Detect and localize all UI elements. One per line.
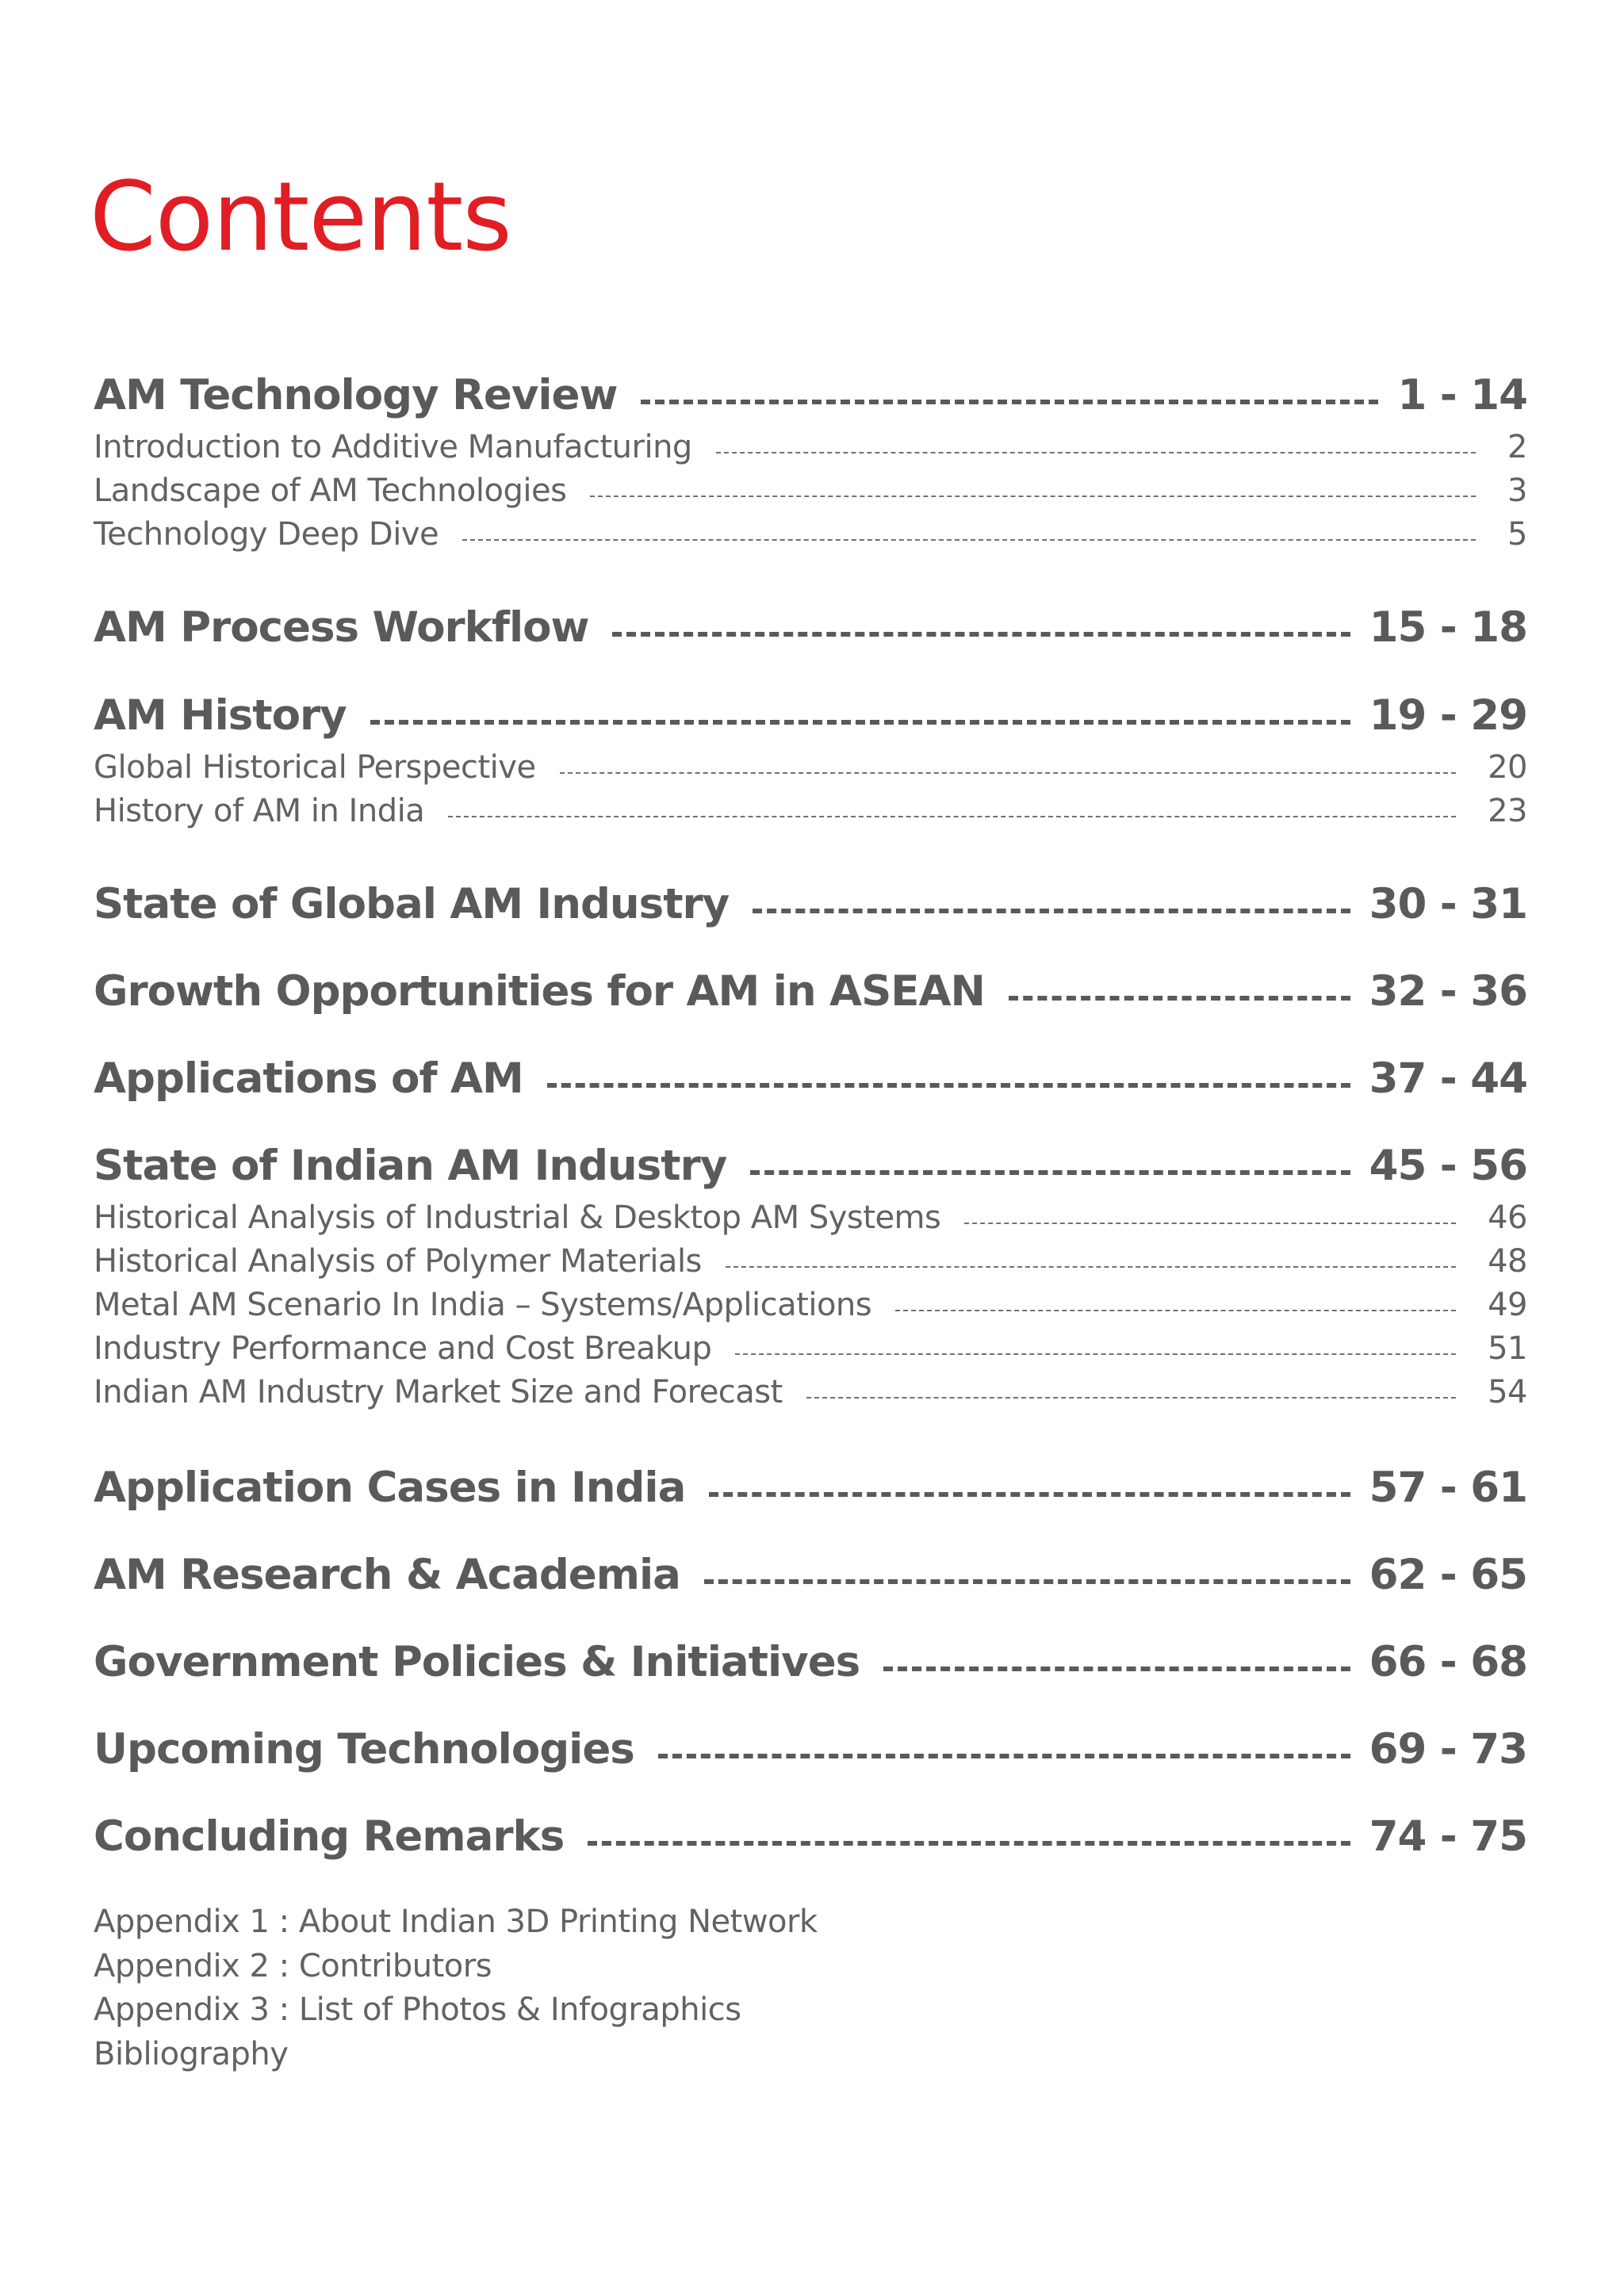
toc-subsection[interactable] — [94, 1371, 1527, 1414]
toc-section[interactable] — [94, 959, 1527, 1023]
toc-section-title: AM Process Workflow — [94, 603, 589, 652]
dashed-leader — [716, 452, 1476, 453]
appendix-item[interactable]: Bibliography — [94, 2035, 289, 2072]
toc-subsection[interactable] — [94, 426, 1527, 469]
toc-section-pages: 57 - 61 — [1369, 1463, 1527, 1512]
toc-subsection[interactable] — [94, 513, 1527, 556]
toc-subsection-title: Landscape of AM Technologies — [94, 473, 567, 509]
toc-subsection-page: 46 — [1488, 1200, 1527, 1236]
toc-section[interactable] — [94, 363, 1527, 427]
toc-section-title: Growth Opportunities for AM in ASEAN — [94, 966, 985, 1016]
toc-section[interactable] — [94, 1630, 1527, 1693]
dotted-leader — [612, 632, 1350, 637]
toc-subsection[interactable] — [94, 746, 1527, 789]
toc-subsection-title: Metal AM Scenario In India – Systems/Applications — [94, 1287, 872, 1323]
dotted-leader — [547, 1083, 1350, 1088]
dashed-leader — [448, 816, 1456, 817]
toc-section-title: Upcoming Technologies — [94, 1724, 634, 1774]
toc-section-title: Government Policies & Initiatives — [94, 1637, 860, 1686]
toc-subsection-page: 49 — [1488, 1287, 1527, 1323]
toc-subsection[interactable] — [94, 1327, 1527, 1370]
toc-subsection-page: 23 — [1488, 793, 1527, 829]
toc-subsection-page: 51 — [1488, 1330, 1527, 1367]
toc-subsection-page: 20 — [1488, 749, 1527, 786]
dotted-leader — [883, 1667, 1350, 1671]
toc-subsection-page: 2 — [1507, 429, 1527, 465]
dashed-leader — [560, 772, 1457, 774]
toc-section-title: Concluding Remarks — [94, 1812, 565, 1861]
dotted-leader — [1009, 996, 1350, 1001]
dashed-leader — [590, 496, 1476, 497]
toc-section-pages: 74 - 75 — [1369, 1812, 1527, 1861]
toc-section[interactable] — [94, 1134, 1527, 1197]
toc-section-pages: 15 - 18 — [1369, 603, 1527, 652]
page-title: Contents — [90, 163, 511, 273]
toc-section-title: State of Indian AM Industry — [94, 1141, 727, 1190]
toc-subsection-title: Historical Analysis of Polymer Materials — [94, 1243, 702, 1280]
dotted-leader — [588, 1841, 1350, 1846]
toc-section-pages: 69 - 73 — [1369, 1724, 1527, 1774]
dotted-leader — [709, 1492, 1350, 1497]
toc-section-pages: 32 - 36 — [1369, 966, 1527, 1016]
toc-section-title: Application Cases in India — [94, 1463, 686, 1512]
toc-section[interactable] — [94, 683, 1527, 747]
toc-section-pages: 37 - 44 — [1369, 1054, 1527, 1103]
toc-subsection-title: Indian AM Industry Market Size and Forecast — [94, 1374, 783, 1410]
toc-subsection-page: 48 — [1488, 1243, 1527, 1280]
toc-section-title: Applications of AM — [94, 1054, 523, 1103]
appendix-item[interactable]: Appendix 1 : About Indian 3D Printing Network — [94, 1904, 818, 1940]
dotted-leader — [370, 720, 1350, 725]
toc-subsection-page: 3 — [1507, 473, 1527, 509]
toc-section-pages: 62 - 65 — [1369, 1550, 1527, 1599]
toc-subsection-title: Global Historical Perspective — [94, 749, 536, 786]
toc-subsection[interactable] — [94, 1284, 1527, 1326]
toc-subsection-title: Introduction to Additive Manufacturing — [94, 429, 692, 465]
toc-section-pages: 30 - 31 — [1369, 879, 1527, 928]
toc-section-pages: 1 - 14 — [1397, 370, 1527, 419]
toc-section[interactable] — [94, 1717, 1527, 1781]
toc-subsection[interactable] — [94, 1240, 1527, 1283]
toc-section-title: AM History — [94, 691, 347, 740]
dotted-leader — [750, 1170, 1350, 1175]
dashed-leader — [964, 1223, 1456, 1224]
dotted-leader — [704, 1579, 1350, 1584]
toc-section[interactable] — [94, 1543, 1527, 1606]
toc-subsection[interactable] — [94, 790, 1527, 832]
toc-section[interactable] — [94, 1047, 1527, 1110]
dashed-leader — [895, 1310, 1456, 1311]
dashed-leader — [806, 1397, 1456, 1399]
toc-section[interactable] — [94, 872, 1527, 936]
toc-subsection-title: Historical Analysis of Industrial & Desktop AM Systems — [94, 1200, 941, 1236]
toc-section-pages: 45 - 56 — [1369, 1141, 1527, 1190]
toc-section-title: AM Technology Review — [94, 370, 618, 419]
dotted-leader — [641, 400, 1378, 404]
dashed-leader — [462, 539, 1476, 541]
dashed-leader — [735, 1353, 1456, 1355]
toc-subsection-page: 5 — [1507, 516, 1527, 553]
toc-section-pages: 66 - 68 — [1369, 1637, 1527, 1686]
dotted-leader — [658, 1754, 1350, 1758]
appendix-item[interactable]: Appendix 3 : List of Photos & Infographics — [94, 1992, 741, 2028]
toc-section[interactable] — [94, 595, 1527, 659]
toc-section[interactable] — [94, 1804, 1527, 1868]
toc-section-title: State of Global AM Industry — [94, 879, 730, 928]
toc-subsection[interactable] — [94, 1196, 1527, 1239]
toc-subsection-page: 54 — [1488, 1374, 1527, 1410]
toc-subsection[interactable] — [94, 469, 1527, 512]
toc-section-title: AM Research & Academia — [94, 1550, 680, 1599]
appendix-item[interactable]: Appendix 2 : Contributors — [94, 1947, 492, 1984]
toc-subsection-title: History of AM in India — [94, 793, 425, 829]
toc-section-pages: 19 - 29 — [1369, 691, 1527, 740]
dashed-leader — [726, 1266, 1456, 1268]
dotted-leader — [753, 909, 1350, 913]
toc-subsection-title: Technology Deep Dive — [94, 516, 439, 553]
toc-subsection-title: Industry Performance and Cost Breakup — [94, 1330, 712, 1367]
toc-section[interactable] — [94, 1456, 1527, 1519]
